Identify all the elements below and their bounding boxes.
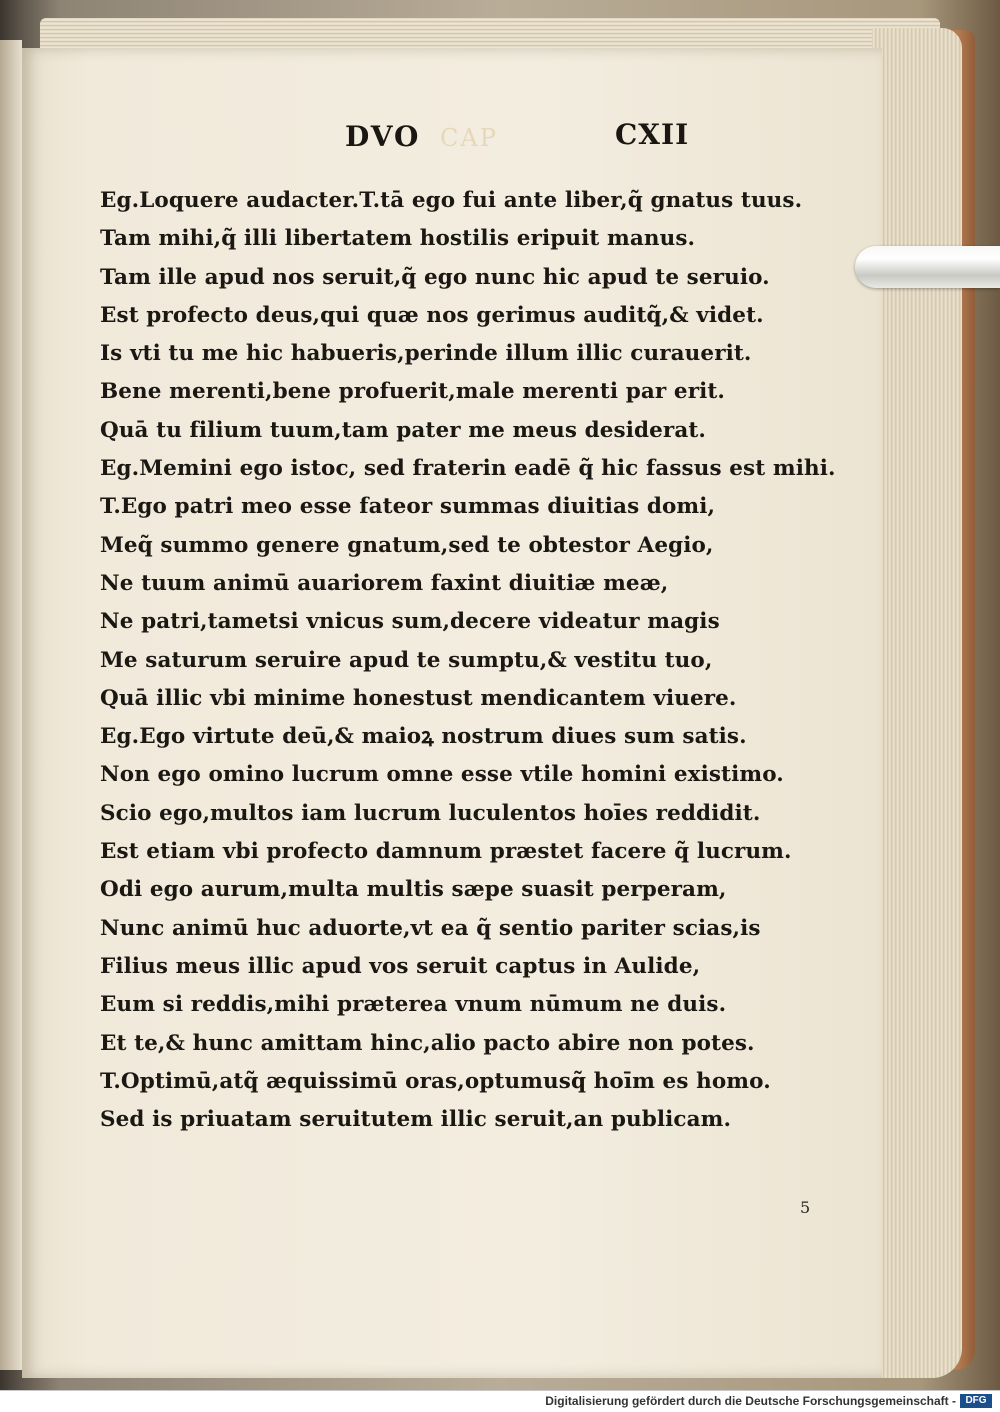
verse-line: T.Optimū,atq̃ æquissimū oras,optumusq̃ hoīm es homo. [100, 1068, 771, 1094]
verse-line: Eg.Memini ego istoc, sed fraterin eadē q̃ hic fassus est mihi. [100, 456, 836, 482]
verse-line: Est profecto deus,qui quæ nos gerimus auditq̃,& videt. [100, 302, 764, 328]
verse-line: Et te,& hunc amittam hinc,alio pacto abire non potes. [100, 1030, 755, 1056]
verse-line: Scio ego,multos iam lucrum luculentos hoīes reddidit. [100, 800, 761, 826]
page-edge-stack [872, 28, 962, 1378]
verse-line: Quā illic vbi minime honestust mendicantem viuere. [100, 685, 737, 711]
verse-line: Eum si reddis,mihi præterea vnum nūmum ne duis. [100, 992, 727, 1018]
running-title: DVO [345, 120, 421, 153]
verse-line: Me saturum seruire apud te sumptu,& vestitu tuo, [100, 647, 713, 673]
verse-line: Odi ego aurum,multa multis sæpe suasit perperam, [100, 877, 727, 903]
verse-line: Ne tuum animū auariorem faxint diuitiæ meæ, [100, 570, 669, 596]
verse-line: Tam mihi,q̃ illi libertatem hostilis eripuit manus. [100, 226, 696, 252]
verse-line: Bene merenti,bene profuerit,male merenti par erit. [100, 379, 726, 405]
verse-line: Nunc animū huc aduorte,vt ea q̃ sentio pariter scias,is [100, 915, 761, 941]
verse-line: T.Ego patri meo esse fateor summas diuitias domi, [100, 494, 716, 520]
verse-line: Is vti tu me hic habueris,perinde illum illic curauerit. [100, 341, 752, 367]
folio-number: CXII [615, 118, 690, 151]
verse-line: Est etiam vbi profecto damnum præstet facere q̃ lucrum. [100, 839, 792, 865]
page-holder-rod [855, 246, 1000, 288]
verse-line: Eg.Ego virtute deū,& maioꝝ nostrum diues sum satis. [100, 724, 747, 750]
footer-bar [0, 1390, 1000, 1412]
verse-line: Ne patri,tametsi vnicus sum,decere videatur magis [100, 609, 720, 635]
dfg-logo-icon: DFG [960, 1394, 992, 1408]
verse-line: Sed is priuatam seruitutem illic seruit,an publicam. [100, 1107, 732, 1133]
verse-line: Filius meus illic apud vos seruit captus in Aulide, [100, 953, 701, 979]
show-through-header: CAP [440, 124, 498, 152]
facing-page-sliver [0, 40, 22, 1370]
verse-line: Tam ille apud nos seruit,q̃ ego nunc hic apud te seruio. [100, 264, 770, 290]
verse-line: Eg.Loquere audacter.T.tā ego fui ante liber,q̃ gnatus tuus. [100, 188, 803, 213]
verse-line: Meq̃ summo genere gnatum,sed te obtestor Aegio, [100, 532, 714, 558]
page-mark: 5 [800, 1198, 811, 1217]
verse-line: Quā tu filium tuum,tam pater me meus desiderat. [100, 417, 706, 443]
verse-text-block [100, 182, 836, 1139]
verse-line: Non ego omino lucrum omne esse vtile homini existimo. [100, 762, 784, 788]
funding-credit: Digitalisierung gefördert durch die Deutsche Forschungsgemeinschaft - [545, 1394, 956, 1408]
